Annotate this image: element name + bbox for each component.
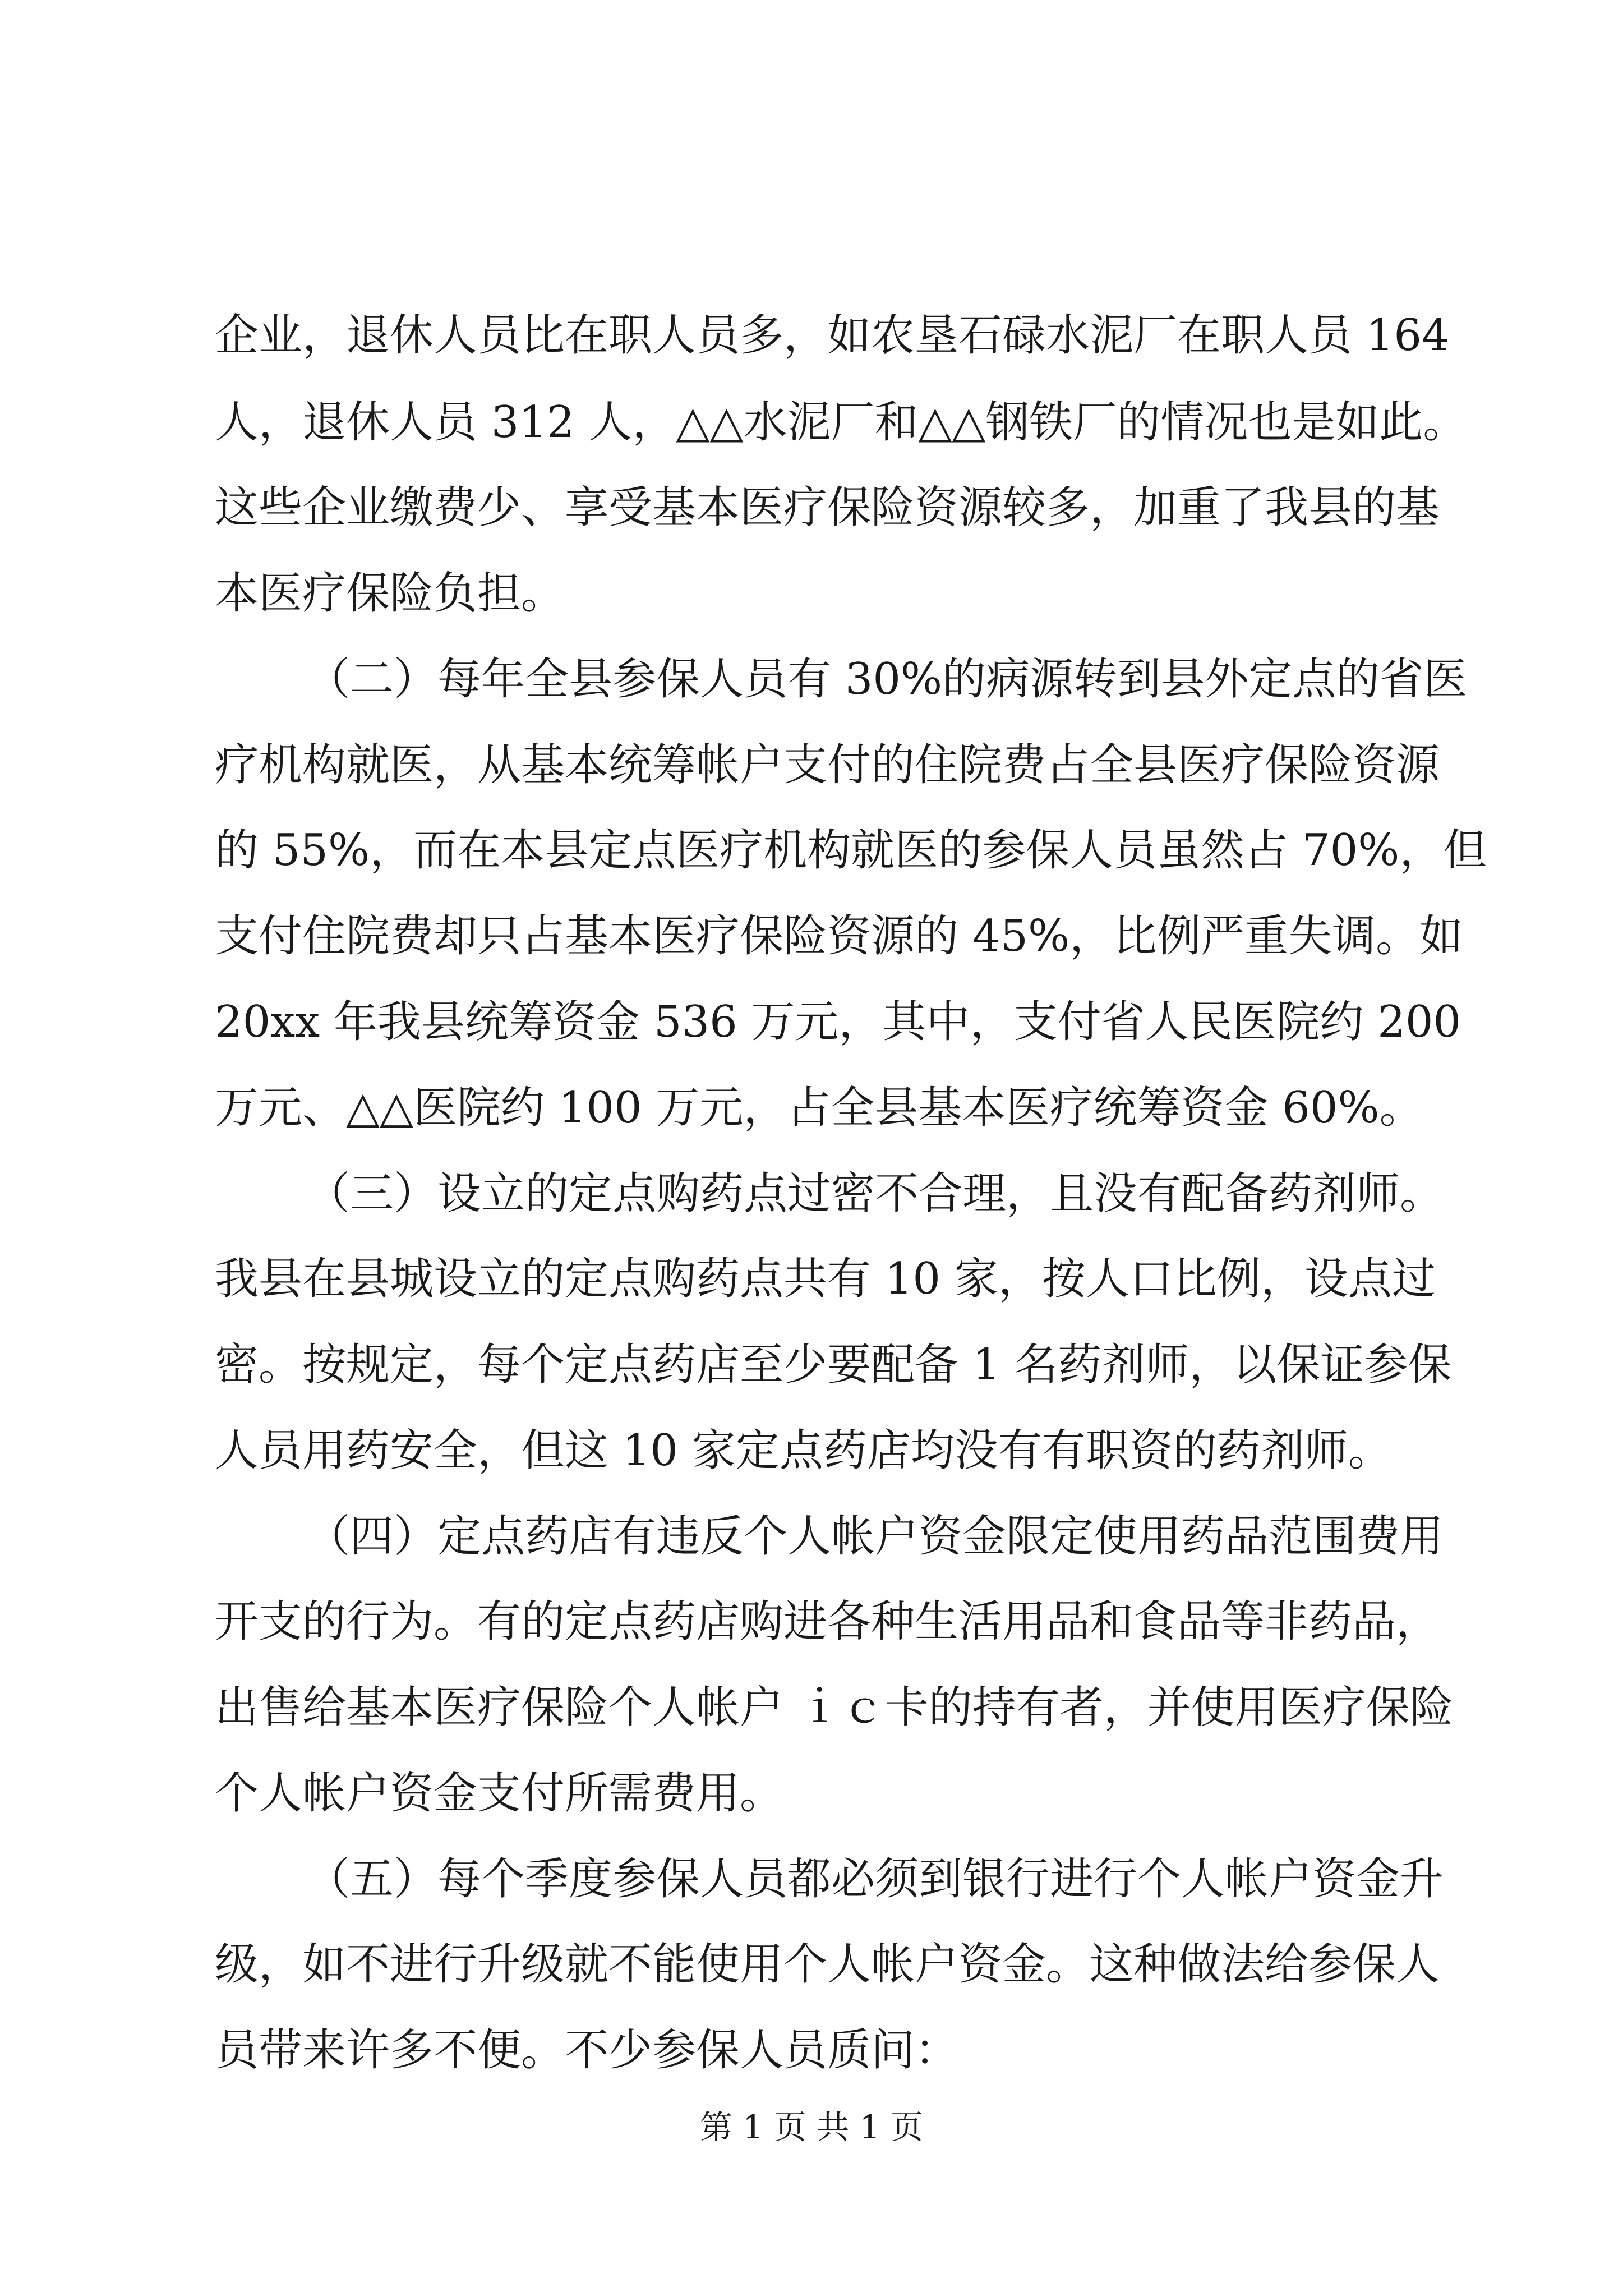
text-line: 密。按规定，每个定点药店至少要配备 1 名药剂师，以保证参保	[215, 1340, 1452, 1390]
text-line: 开支的行为。有的定点药店购进各种生活用品和食品等非药品，	[215, 1596, 1440, 1647]
text-line: 20xx 年我县统筹资金 536 万元，其中，支付省人民医院约 200	[215, 997, 1461, 1047]
text-line: （四）定点药店有违反个人帐户资金限定使用药品范围费用	[306, 1511, 1444, 1562]
text-line: 员带来许多不便。不少参保人员质问：	[215, 2025, 959, 2076]
text-line: （二）每年全县参保人员有 30%的病源转到县外定点的省医	[306, 654, 1468, 705]
text-line: 出售给基本医疗保险个人帐户 ｉｃ卡的持有者，并使用医疗保险	[215, 1682, 1454, 1733]
text-line: 级，如不进行升级就不能使用个人帐户资金。这种做法给参保人	[215, 1939, 1440, 1990]
text-line: （三）设立的定点购药点过密不合理，且没有配备药剂师。	[306, 1168, 1444, 1219]
text-line: 企业，退休人员比在职人员多，如农垦石碌水泥厂在职人员 164	[215, 310, 1450, 361]
text-line: 人，退休人员 312 人，△△水泥厂和△△钢铁厂的情况也是如此。	[215, 397, 1467, 448]
text-line: 人员用药安全，但这 10 家定点药店均没有有职资的药剂师。	[215, 1425, 1392, 1476]
text-line: 个人帐户资金支付所需费用。	[215, 1768, 784, 1819]
text-line: 这些企业缴费少、享受基本医疗保险资源较多，加重了我县的基	[215, 482, 1440, 533]
text-line: 我县在县城设立的定点购药点共有 10 家，按人口比例，设点过	[215, 1254, 1436, 1304]
text-line: 疗机构就医，从基本统筹帐户支付的住院费占全县医疗保险资源	[215, 740, 1440, 790]
text-line: （五）每个季度参保人员都必须到银行进行个人帐户资金升	[306, 1854, 1444, 1904]
text-line: 万元、△△医院约 100 万元，占全县基本医疗统筹资金 60%。	[215, 1083, 1423, 1133]
text-line: 本医疗保险负担。	[215, 568, 565, 619]
page-footer: 第 1 页 共 1 页	[700, 2108, 923, 2146]
text-line: 的 55%，而在本县定点医疗机构就医的参保人员虽然占 70%，但	[215, 825, 1487, 876]
text-line: 支付住院费却只占基本医疗保险资源的 45%，比例严重失调。如	[215, 911, 1464, 961]
